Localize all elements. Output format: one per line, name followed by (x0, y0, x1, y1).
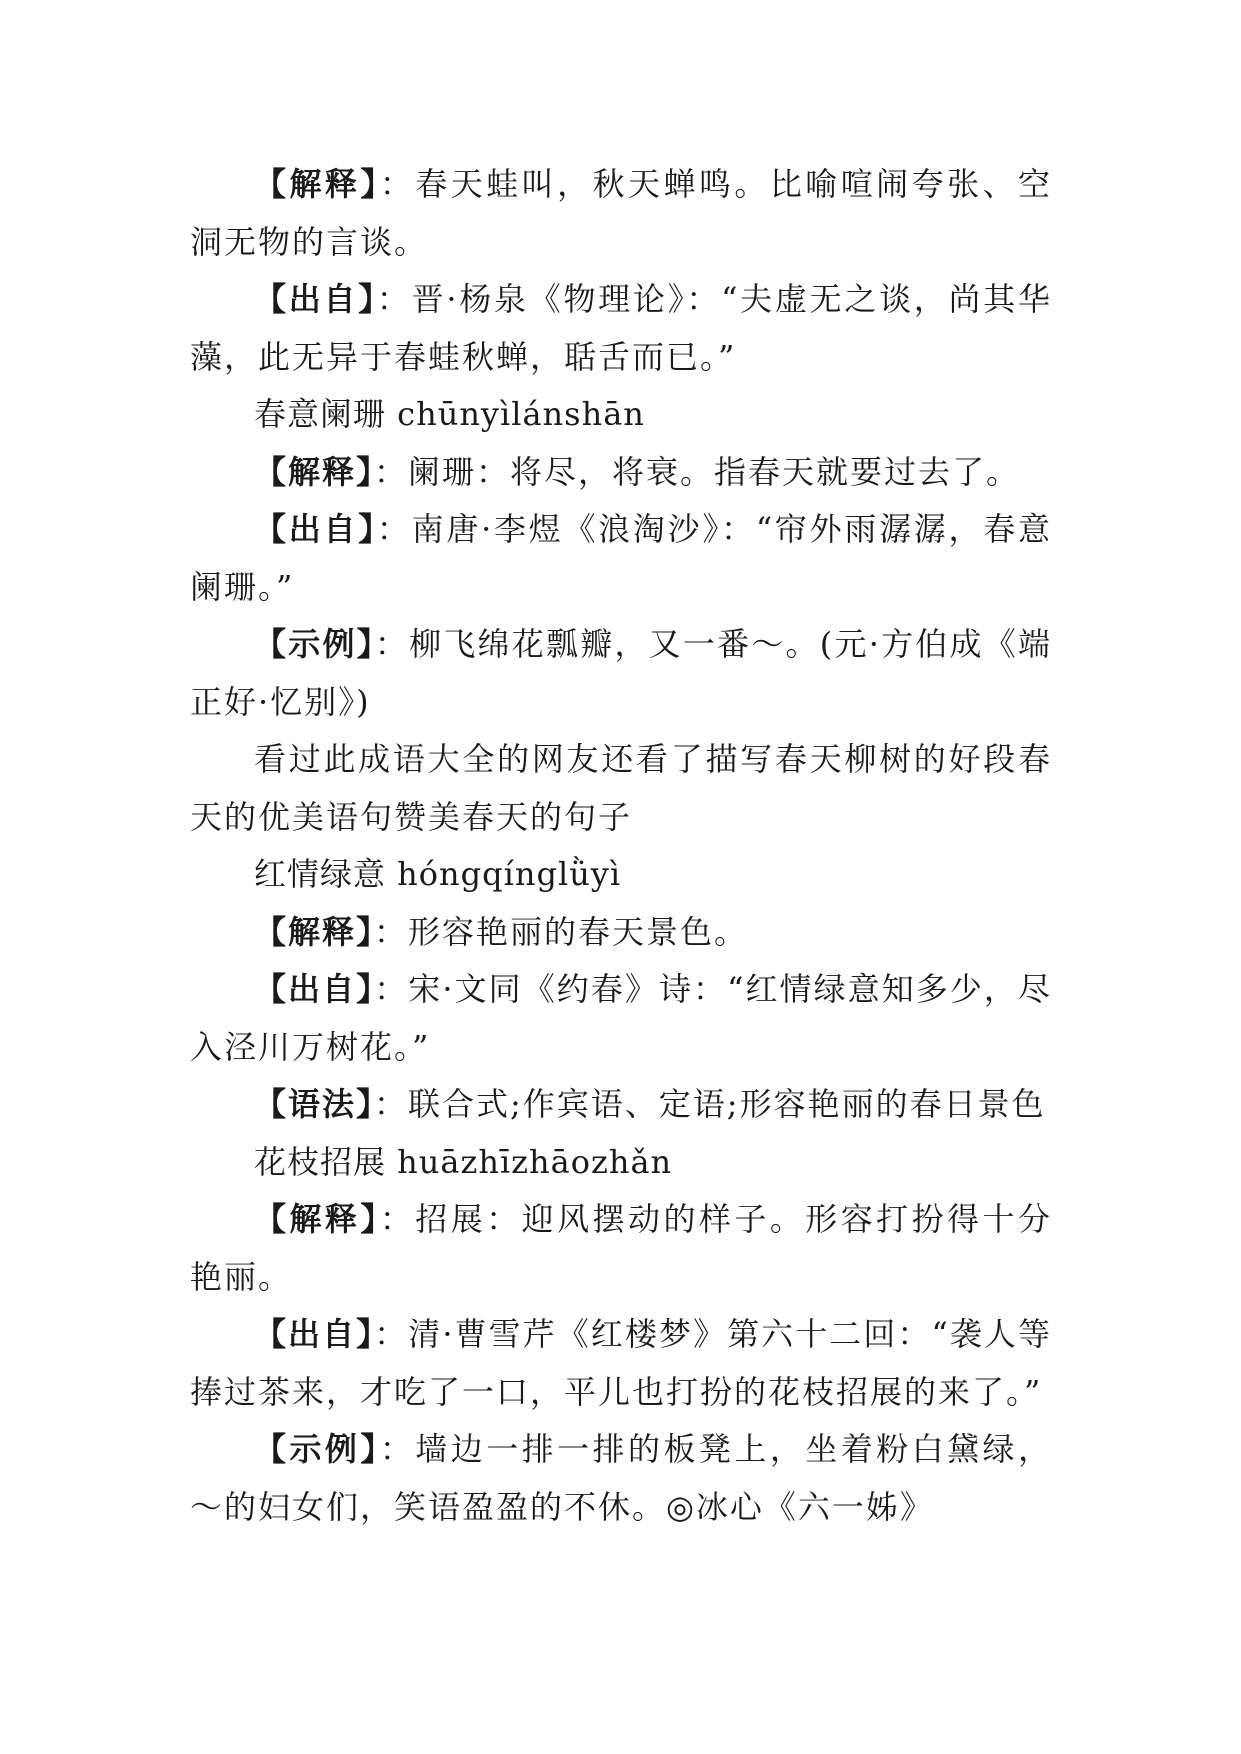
paragraph-source (190, 1306, 1052, 1421)
related-reading-text: 看过此成语大全的网友还看了描写春天柳树的好段春天的优美语句赞美春天的句子 (190, 740, 1052, 836)
paragraph-text: ：清·曹雪芹《红楼梦》第六十二回：“袭人等捧过茶来，才吃了一口，平儿也打扮的花枝招展的来了。” (190, 1315, 1052, 1411)
label-source: 【出自】 (254, 970, 375, 1008)
label-example: 【示例】 (254, 1430, 380, 1468)
idiom-heading (190, 1134, 1052, 1192)
label-source: 【出自】 (254, 1315, 375, 1353)
label-source: 【出自】 (254, 510, 377, 548)
idiom-heading (190, 846, 1052, 904)
idiom-title: 花枝招展 huāzhīzhāozhǎn (254, 1142, 673, 1181)
paragraph-text: ：春天蛙叫，秋天蝉鸣。比喻喧闹夸张、空洞无物的言谈。 (190, 165, 1052, 261)
paragraph-example (190, 616, 1052, 731)
label-example: 【示例】 (254, 625, 375, 663)
idiom-title: 春意阑珊 chūnyìlánshān (254, 395, 645, 433)
label-source: 【出自】 (254, 280, 377, 318)
paragraph-source (190, 501, 1052, 616)
label-grammar: 【语法】 (254, 1085, 375, 1123)
paragraph-text: ：南唐·李煜《浪淘沙》：“帘外雨潺潺，春意阑珊。” (190, 510, 1052, 606)
label-explanation: 【解释】 (254, 165, 380, 203)
paragraph-text: ：招展：迎风摆动的样子。形容打扮得十分艳丽。 (190, 1200, 1052, 1296)
label-explanation: 【解释】 (254, 1200, 380, 1238)
paragraph-text: ：柳飞绵花瓢瓣，又一番～。(元·方伯成《端正好·忆别》) (190, 625, 1052, 721)
paragraph-source (190, 961, 1052, 1076)
label-explanation: 【解释】 (254, 912, 375, 951)
paragraph-explanation (190, 156, 1052, 271)
idiom-heading (190, 386, 1052, 444)
paragraph-explanation (190, 1191, 1052, 1306)
idiom-title: 红情绿意 hóngqínglǜyì (254, 855, 622, 893)
paragraph-grammar (190, 1076, 1052, 1134)
related-reading (190, 731, 1052, 846)
paragraph-text: ：形容艳丽的春天景色。 (374, 912, 749, 951)
paragraph-text: ：联合式;作宾语、定语;形容艳丽的春日景色 (374, 1085, 1046, 1123)
paragraph-explanation (190, 444, 1052, 502)
paragraph-example (190, 1421, 1052, 1536)
paragraph-explanation (190, 904, 1052, 962)
paragraph-text: ：墙边一排一排的板凳上，坐着粉白黛绿，～的妇女们，笑语盈盈的不休。◎冰心《六一姊》 (190, 1430, 1052, 1526)
document-body (190, 156, 1052, 1536)
label-explanation: 【解释】 (254, 452, 375, 491)
paragraph-text: ：阑珊：将尽，将衰。指春天就要过去了。 (374, 452, 1021, 491)
paragraph-text: ：晋·杨泉《物理论》：“夫虚无之谈，尚其华藻，此无异于春蛙秋蝉，聒舌而已。” (190, 280, 1052, 376)
paragraph-source (190, 271, 1052, 386)
paragraph-text: ：宋·文同《约春》诗：“红情绿意知多少，尽入泾川万树花。” (190, 970, 1052, 1066)
